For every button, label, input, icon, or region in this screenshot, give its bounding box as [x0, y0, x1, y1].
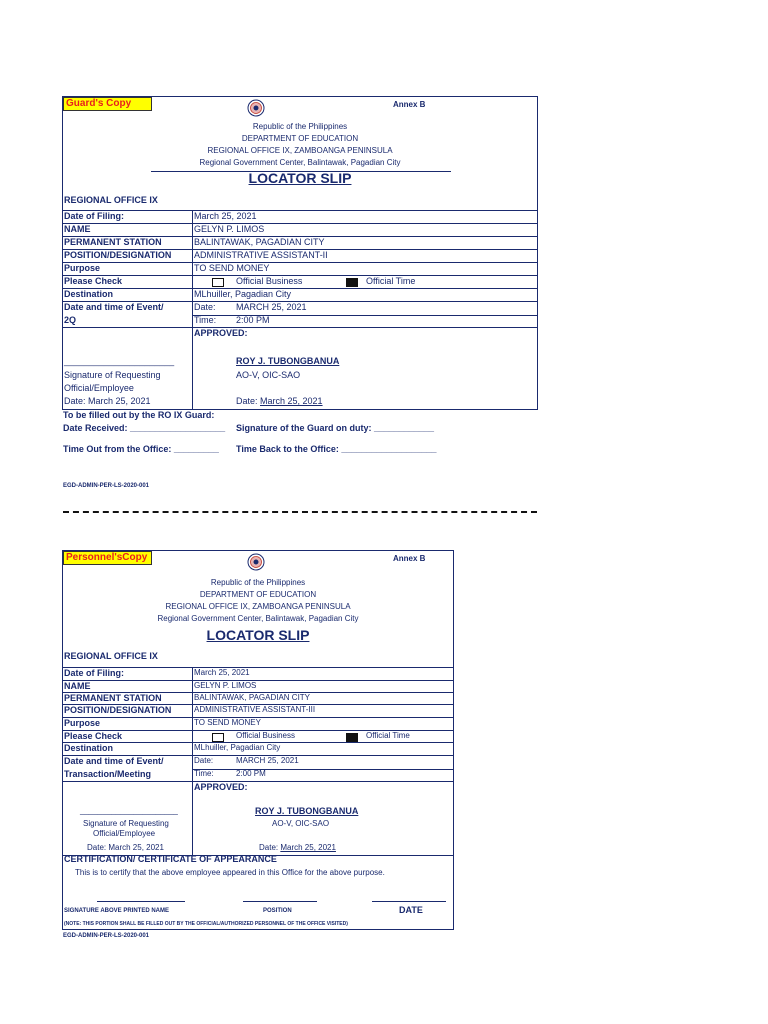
approver-title: AO-V, OIC-SAO: [236, 370, 301, 380]
event-label-line1: Date and time of Event/: [64, 756, 164, 766]
requester-signature-line: ______________________: [64, 356, 175, 366]
row-event: [63, 301, 537, 328]
approver-date-prefix: Date:: [236, 396, 261, 406]
date-filing-value: March 25, 2021: [194, 211, 257, 221]
position-value: ADMINISTRATIVE ASSISTANT-II: [194, 250, 328, 260]
position-label: POSITION/DESIGNATION: [64, 705, 172, 715]
table-column-divider: [192, 210, 193, 410]
official-business-checkbox[interactable]: [212, 733, 224, 742]
deped-seal-icon: [247, 99, 265, 117]
official-business-label: Official Business: [236, 731, 295, 740]
destination-value: MLhuiller, Pagadian City: [194, 289, 292, 299]
approver-name: ROY J. TUBONGBANUA: [236, 356, 340, 366]
official-time-label: Official Time: [366, 276, 416, 286]
row-position: [63, 249, 537, 263]
event-label-line2: Transaction/Meeting: [64, 769, 152, 779]
check-label: Please Check: [64, 731, 123, 741]
event-date-prefix: Date:: [194, 756, 214, 765]
station-value: BALINTAWAK, PAGADIAN CITY: [194, 693, 311, 702]
event-label-line1: Date and time of Event/: [64, 302, 164, 312]
page-title: LOCATOR SLIP: [206, 627, 310, 643]
approved-divider: [63, 781, 453, 782]
certification-note: (NOTE: THIS PORTION SHALL BE FILLED OUT BY THE OFFICIAL/AUTHORIZED PERSONNEL OF THE OFFICE VISITED): [64, 921, 348, 927]
row-purpose: [63, 717, 453, 730]
official-time-checkbox[interactable]: [346, 278, 358, 287]
requester-signature-label-1: Signature of Requesting: [83, 819, 169, 828]
guard-locator-slip: [62, 96, 538, 410]
header-republic: Republic of the Philippines: [210, 578, 306, 587]
position-label: POSITION: [263, 908, 292, 914]
station-value: BALINTAWAK, PAGADIAN CITY: [194, 237, 325, 247]
position-value: ADMINISTRATIVE ASSISTANT-III: [194, 705, 316, 714]
official-business-checkbox[interactable]: [212, 278, 224, 287]
purpose-label: Purpose: [64, 718, 101, 728]
purpose-value: TO SEND MONEY: [194, 718, 261, 727]
official-business-label: Official Business: [236, 276, 303, 286]
row-position: [63, 704, 453, 717]
event-date-value: MARCH 25, 2021: [236, 302, 307, 312]
header-region: REGIONAL OFFICE IX, ZAMBOANGA PENINSULA: [207, 146, 393, 155]
event-time-value: 2:00 PM: [236, 315, 270, 325]
requester-signature-label-2: Official/Employee: [93, 829, 156, 838]
check-label: Please Check: [64, 276, 123, 286]
approved-label: APPROVED:: [194, 328, 248, 338]
requester-date: Date: March 25, 2021: [87, 843, 164, 852]
row-destination: [63, 288, 537, 302]
row-date-filing: [63, 210, 537, 224]
date-filing-label: Date of Filing:: [64, 668, 124, 678]
certification-title: CERTIFICATION/ CERTIFICATE OF APPEARANCE: [64, 854, 277, 864]
destination-label: Destination: [64, 289, 114, 299]
requester-signature-label-1: Signature of Requesting: [64, 370, 161, 380]
event-date-value: MARCH 25, 2021: [236, 756, 299, 765]
approver-date: [259, 843, 336, 852]
row-name: [63, 223, 537, 237]
date-received-field[interactable]: Date Received: ___________________: [63, 423, 226, 433]
event-mid-divider: [192, 769, 453, 770]
approver-date-prefix: Date:: [259, 843, 281, 852]
time-out-field[interactable]: Time Out from the Office: _________: [63, 444, 219, 454]
official-time-label: Official Time: [366, 731, 410, 740]
position-label: POSITION/DESIGNATION: [64, 250, 172, 260]
cert-position-line: [243, 901, 317, 902]
certification-text: This is to certify that the above employee appeared in this Office for the above purpose.: [75, 868, 385, 877]
event-time-prefix: Time:: [194, 769, 214, 778]
region-label: REGIONAL OFFICE IX: [64, 651, 158, 661]
guard-signature-field[interactable]: Signature of the Guard on duty: ____________: [236, 423, 435, 433]
header-deped: DEPARTMENT OF EDUCATION: [241, 134, 359, 143]
cert-signature-line: [97, 901, 185, 902]
table-column-divider: [192, 667, 193, 855]
approver-date-value: March 25, 2021: [280, 843, 336, 852]
row-purpose: [63, 262, 537, 276]
event-time-prefix: Time:: [194, 315, 217, 325]
row-check: [63, 275, 537, 289]
header-address: Regional Government Center, Balintawak, Pagadian City: [199, 158, 401, 167]
name-value: GELYN P. LIMOS: [194, 224, 265, 234]
region-label: REGIONAL OFFICE IX: [64, 195, 158, 205]
page-title: LOCATOR SLIP: [248, 170, 352, 186]
approved-divider: [63, 327, 537, 328]
form-code: EGD-ADMIN-PER-LS-2020-001: [63, 483, 150, 489]
annex-label: Annex B: [393, 100, 426, 109]
destination-value: MLhuiller, Pagadian City: [194, 743, 281, 752]
official-time-checkbox[interactable]: [346, 733, 358, 742]
cut-line: [63, 511, 537, 513]
requester-date: Date: March 25, 2021: [64, 396, 151, 406]
name-label: NAME: [64, 224, 91, 234]
event-time-value: 2:00 PM: [236, 769, 266, 778]
station-label: PERMANENT STATION: [64, 693, 162, 703]
name-label: NAME: [64, 681, 91, 691]
row-station: [63, 236, 537, 250]
approver-title: AO-V, OIC-SAO: [272, 819, 330, 828]
annex-label: Annex B: [393, 554, 426, 563]
approver-name: ROY J. TUBONGBANUA: [255, 806, 359, 816]
personnel-locator-slip: [62, 550, 454, 930]
guard-note: To be filled out by the RO IX Guard:: [63, 410, 215, 420]
row-event: [63, 755, 453, 782]
guard-copy-tag: Guard's Copy: [63, 97, 152, 111]
approver-date-value: March 25, 2021: [260, 396, 323, 406]
header-republic: Republic of the Philippines: [252, 122, 348, 131]
event-label-line2: 2Q: [64, 315, 77, 325]
approver-date: [236, 396, 323, 406]
requester-signature-line: ______________________: [80, 806, 178, 815]
purpose-label: Purpose: [64, 263, 101, 273]
personnel-copy-tag: Personnel'sCopy: [63, 551, 152, 565]
row-date-filing: [63, 667, 453, 680]
header-deped: DEPARTMENT OF EDUCATION: [199, 590, 317, 599]
header-region: REGIONAL OFFICE IX, ZAMBOANGA PENINSULA: [165, 602, 351, 611]
event-date-prefix: Date:: [194, 302, 216, 312]
date-filing-label: Date of Filing:: [64, 211, 124, 221]
form-code: EGD-ADMIN-PER-LS-2020-001: [63, 933, 150, 939]
name-value: GELYN P. LIMOS: [194, 681, 257, 690]
deped-seal-icon: [247, 553, 265, 571]
requester-signature-label-2: Official/Employee: [64, 383, 134, 393]
approved-label: APPROVED:: [194, 782, 248, 792]
date-label: DATE: [399, 905, 423, 915]
purpose-value: TO SEND MONEY: [194, 263, 270, 273]
cert-date-line: [372, 901, 446, 902]
row-destination: [63, 742, 453, 755]
station-label: PERMANENT STATION: [64, 237, 162, 247]
date-filing-value: March 25, 2021: [194, 668, 250, 677]
header-address: Regional Government Center, Balintawak, Pagadian City: [157, 614, 359, 623]
destination-label: Destination: [64, 743, 114, 753]
time-back-field[interactable]: Time Back to the Office: ___________________: [236, 444, 437, 454]
signature-above-label: SIGNATURE ABOVE PRINTED NAME: [64, 908, 170, 914]
